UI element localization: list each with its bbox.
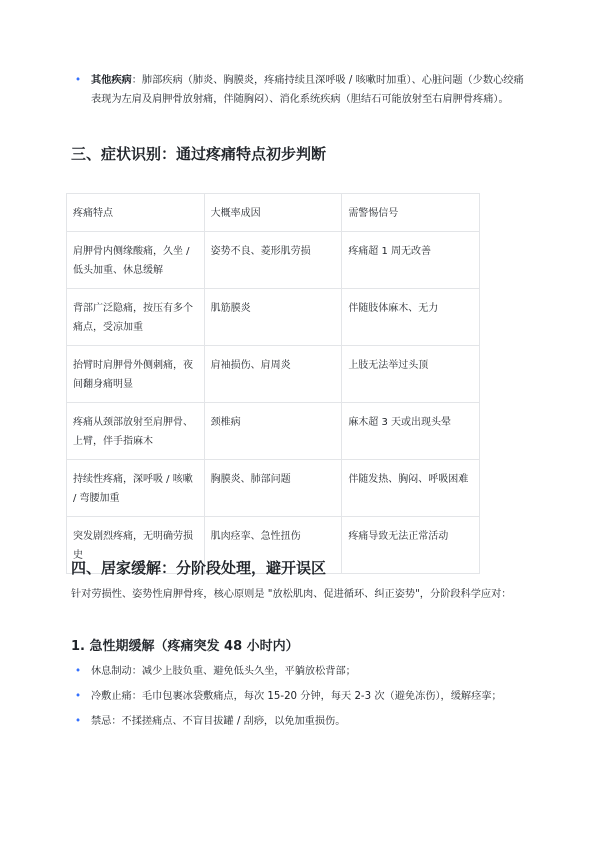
list-item-text: 休息制动：减少上肢负重、避免低头久坐，平躺放松背部；	[91, 666, 356, 677]
table-header-cell: 需警惕信号	[342, 194, 480, 232]
table-cell: 伴随肢体麻木、无力	[342, 289, 480, 346]
table-cell: 肌筋膜炎	[204, 289, 342, 346]
intro-bullet-list	[71, 71, 531, 109]
acute-steps-list	[71, 662, 531, 737]
subsection-1-heading: 1. 急性期缓解（疼痛突发 48 小时内）	[71, 639, 299, 654]
table-cell: 抬臂时肩胛骨外侧刺痛，夜间翻身痛明显	[67, 346, 205, 403]
table-cell: 麻木超 3 天或出现头晕	[342, 403, 480, 460]
table-row	[67, 232, 480, 289]
section-3-heading: 三、症状识别：通过疼痛特点初步判断	[71, 145, 327, 163]
table-cell: 疼痛超 1 周无改善	[342, 232, 480, 289]
table-header-cell: 疼痛特点	[67, 194, 205, 232]
list-item	[71, 662, 531, 681]
section-4-intro-paragraph: 针对劳损性、姿势性肩胛骨疼，核心原则是 "放松肌肉、促进循环、纠正姿势"，分阶段科学应对：	[71, 589, 512, 600]
table-cell: 突发剧烈疼痛，无明确劳损史	[67, 517, 205, 574]
table-header-row	[67, 194, 480, 232]
table-cell: 伴随发热、胸闷、呼吸困难	[342, 460, 480, 517]
table-cell: 肩袖损伤、肩周炎	[204, 346, 342, 403]
table-cell: 疼痛从颈部放射至肩胛骨、上臂，伴手指麻木	[67, 403, 205, 460]
table-cell: 姿势不良、菱形肌劳损	[204, 232, 342, 289]
section-4-heading: 四、居家缓解：分阶段处理，避开误区	[71, 559, 327, 577]
symptom-table	[66, 193, 480, 574]
term-label: 其他疾病	[91, 75, 132, 86]
table-row	[67, 460, 480, 517]
bullet-dot-icon: •	[75, 75, 82, 86]
list-item-other-diseases	[71, 71, 531, 109]
bullet-dot-icon: •	[75, 691, 82, 702]
table-cell: 上肢无法举过头顶	[342, 346, 480, 403]
bullet-dot-icon: •	[75, 716, 82, 727]
table-cell: 疼痛导致无法正常活动	[342, 517, 480, 574]
table-row	[67, 289, 480, 346]
table-row	[67, 346, 480, 403]
list-item	[71, 712, 531, 731]
table-cell: 背部广泛隐痛，按压有多个痛点，受凉加重	[67, 289, 205, 346]
table-cell: 持续性疼痛，深呼吸 / 咳嗽 / 弯腰加重	[67, 460, 205, 517]
list-item-text: 冷敷止痛：毛巾包裹冰袋敷痛点，每次 15-20 分钟，每天 2-3 次（避免冻伤），缓解痉挛；	[91, 691, 502, 702]
table-cell: 肩胛骨内侧缘酸痛，久坐 / 低头加重、休息缓解	[67, 232, 205, 289]
table-header-cell: 大概率成因	[204, 194, 342, 232]
list-item-text: 禁忌：不揉搓痛点、不盲目拔罐 / 刮痧，以免加重损伤。	[91, 716, 346, 727]
table-cell: 颈椎病	[204, 403, 342, 460]
list-item	[71, 687, 531, 706]
term-description: ：肺部疾病（肺炎、胸膜炎，疼痛持续且深呼吸 / 咳嗽时加重）、心脏问题（少数心绞痛表现为左肩及肩胛骨放射痛，伴随胸闷）、消化系统疾病（胆结石可能放射至右肩胛骨疼痛）。	[91, 75, 524, 105]
table-cell: 肌肉痉挛、急性扭伤	[204, 517, 342, 574]
table-cell: 胸膜炎、肺部问题	[204, 460, 342, 517]
bullet-dot-icon: •	[75, 666, 82, 677]
table-row	[67, 403, 480, 460]
